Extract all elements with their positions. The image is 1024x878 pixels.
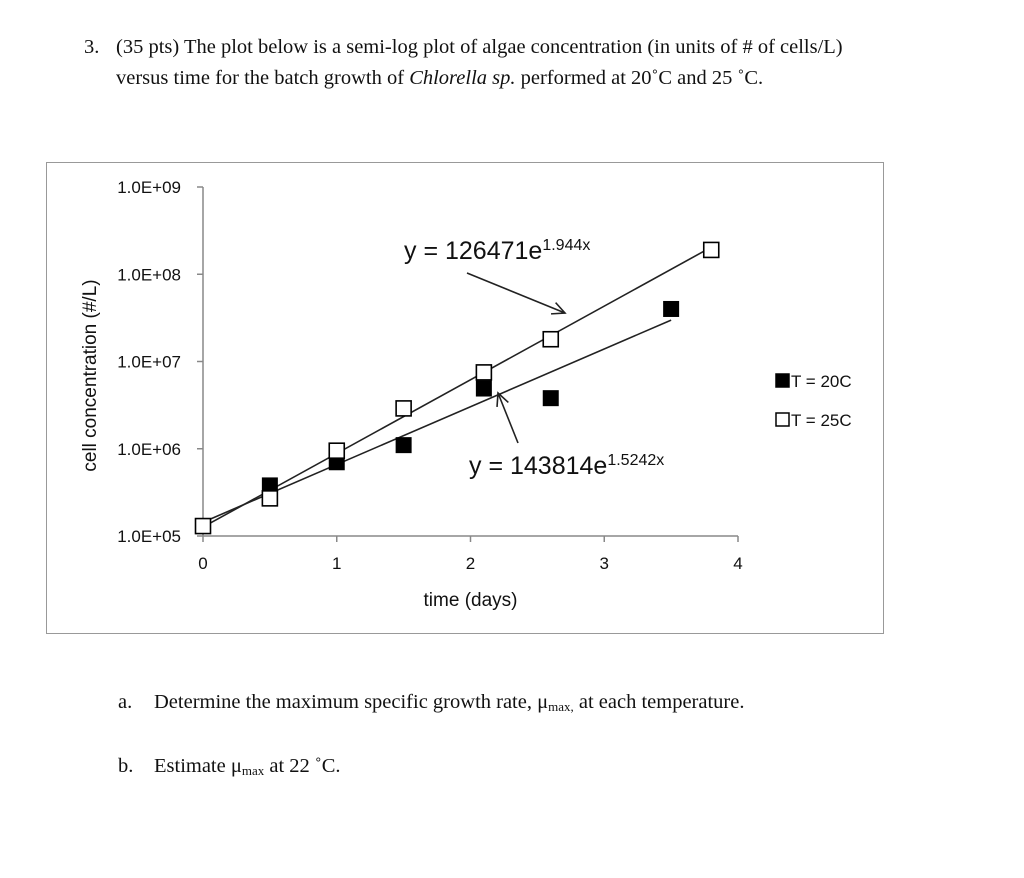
data-point-25c <box>543 332 558 347</box>
arrow-25c-line <box>467 273 565 313</box>
data-point-25c <box>329 443 344 458</box>
question-b <box>118 755 341 779</box>
species-name: Chlorella sp. <box>409 67 516 89</box>
question-a <box>118 691 744 715</box>
question-b-letter: b. <box>118 755 134 777</box>
legend-label-1: T = 25C <box>791 411 852 430</box>
question-a-text-end: at each temperature. <box>573 691 745 713</box>
data-point-20c <box>476 381 491 396</box>
question-a-subscript: max, <box>548 699 574 714</box>
x-tick-label: 1 <box>332 554 342 573</box>
data-point-25c <box>262 491 277 506</box>
data-point-25c <box>704 242 719 257</box>
data-point-20c <box>543 391 558 406</box>
problem-text-line2 <box>116 63 763 94</box>
x-tick-label: 4 <box>733 554 743 573</box>
question-a-text: Determine the maximum specific growth rate, μ <box>154 691 549 713</box>
legend-marker-0 <box>776 374 789 387</box>
equation-25c <box>404 237 590 265</box>
question-b-subscript: max <box>241 763 265 778</box>
problem-text-line2-prefix: versus time for the batch growth of <box>116 67 410 89</box>
y-tick-label: 1.0E+05 <box>117 527 181 546</box>
problem-text-line2-suffix: performed at 20˚C and 25 ˚C. <box>515 67 764 89</box>
y-tick-label: 1.0E+09 <box>117 178 181 197</box>
growth-chart <box>46 162 884 634</box>
data-point-25c <box>196 519 211 534</box>
equation-20c <box>469 452 664 480</box>
y-tick-label: 1.0E+06 <box>117 439 181 459</box>
arrow-20c-line <box>498 393 518 443</box>
x-axis-label: time (days) <box>423 590 518 611</box>
question-b-text-end: at 22 ˚C. <box>264 755 341 777</box>
y-tick-label: 1.0E+07 <box>117 352 181 372</box>
legend-marker-1 <box>776 413 789 426</box>
equation-20c-exponent: 1.5242x <box>607 452 665 469</box>
data-point-20c <box>664 301 679 316</box>
data-point-25c <box>476 365 491 380</box>
x-tick-label: 2 <box>465 554 476 573</box>
data-point-25c <box>396 401 411 416</box>
legend-label-0: T = 20C <box>791 372 852 391</box>
y-axis-label: cell concentration (#/L) <box>80 279 101 472</box>
question-b-text: Estimate μ <box>154 755 242 777</box>
equation-25c-exponent: 1.944x <box>542 237 591 254</box>
question-a-letter: a. <box>118 691 133 713</box>
data-point-20c <box>396 438 411 453</box>
problem-number: 3. <box>84 36 100 58</box>
trendline-0 <box>203 247 711 527</box>
equation-20c-base: y = 143814e <box>469 452 608 480</box>
x-tick-label: 3 <box>599 554 609 573</box>
y-tick-label: 1.0E+08 <box>117 265 181 285</box>
x-tick-label: 0 <box>198 554 208 573</box>
equation-25c-base: y = 126471e <box>404 237 543 265</box>
chart-svg <box>47 163 885 635</box>
problem-text-line1: (35 pts) The plot below is a semi-log plot of algae concentration (in units of # of cells/L) <box>116 36 843 58</box>
